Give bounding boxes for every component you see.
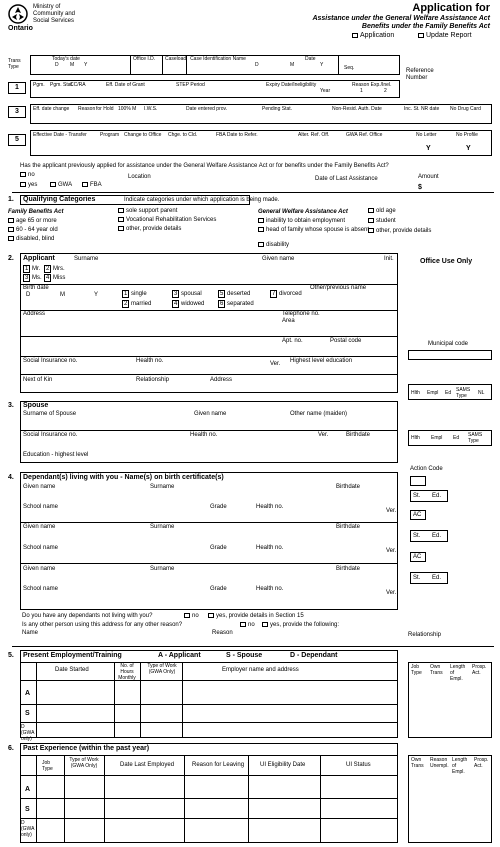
spouse-health-label: Health no. [190,432,218,438]
row3-eff-change: Eff. date change [33,106,70,112]
ed-1: Ed. [432,493,442,499]
date-label: Date [305,56,316,62]
col-hours: No. of Hours Monthly [118,663,136,681]
marital-separated[interactable] [218,301,254,308]
oc3-hlth: Hlth [411,435,420,441]
no-letter-y: Y [426,145,431,152]
row1-ccra: CC/RA [70,82,86,88]
oc5-own: Own Trans [430,664,443,676]
cat-sole-checkbox[interactable] [118,208,124,213]
marital-spousal[interactable] [172,291,202,298]
row3-nodrug: No Drug Card [450,106,481,112]
area-label: Area [282,318,295,324]
marital-divorced-label: divorced [279,291,302,297]
application-option-label: Application [360,32,395,39]
legend-dependant: D - Dependant [290,652,338,659]
oc3-sams: SAMS Type [468,432,483,444]
marital-married[interactable] [122,301,151,308]
title-miss-label: Miss [53,275,66,281]
dep3-birth-label: Birthdate [336,566,361,572]
dep2-grade-label: Grade [210,545,227,551]
marital-married-num: 2 [124,301,128,307]
cat-student[interactable] [368,218,396,225]
section-2-title: Applicant [23,255,55,262]
cat-age65-checkbox[interactable] [8,218,14,223]
prev-yes[interactable] [20,182,37,189]
section-4-title: Dependant(s) living with you - Name(s) on birth certificate(s) [23,474,224,481]
row3-reason: Reason [78,106,96,112]
row5-no-profile: No Profile [456,132,478,138]
dep3-grade-label: Grade [210,586,227,592]
dep-q-yes-label: yes, provide details in Section 15 [216,613,304,620]
postal-label: Postal code [330,338,362,344]
dep1-school-label: School name [23,504,59,510]
cat-other-gwa-label: other, provide details [376,228,432,235]
cat-disabled-label: disabled, blind [16,236,55,243]
dmy-m: M [70,62,75,68]
oc6-length: Length of Empl. [452,757,468,775]
dep2-ver-label: Ver. [386,548,397,554]
other-names-label: Other/previous name [310,285,367,291]
row5-gwa-ref: GWA Ref. Office [346,132,383,138]
row-a: A [25,690,31,697]
spouse-education-label: Education - highest level [23,452,89,458]
col-ui-status: UI Status [346,762,371,768]
row3-incst: Inc. St. NR date [404,106,440,112]
other-q-yes-checkbox[interactable] [262,622,268,627]
section-4-number: 4. [8,474,14,481]
col-date-last: Date Last Employed [120,762,175,768]
marital-single-num: 1 [124,291,128,297]
spouse-surname-label: Surname of Spouse [23,411,77,417]
trans-type-1: 1 [8,82,26,94]
education-label: Highest level education [290,358,353,364]
amount-dollar: $ [418,184,422,191]
case-id-label: Case Identification Name [190,56,246,62]
row5-change-office: Change to Office [124,132,162,138]
dep-q-no[interactable] [184,613,199,620]
dep1-ver-label: Ver. [386,508,397,514]
office-use-only: Office Use Only [420,258,473,265]
dependants-question: Do you have any dependants not living with you? [22,613,153,619]
ed-2: Ed. [432,533,442,539]
cat-vocational[interactable] [118,217,216,224]
dep3-school-label: School name [23,586,59,592]
apt-label: Apt. no. [282,338,303,344]
oc2-empl: Empl [427,390,439,396]
prev-yes-label: yes [28,182,38,189]
date-m: M [290,62,295,68]
section-3-title: Spouse [23,402,49,409]
st-1: St. [413,493,421,499]
section-6-number: 6. [8,745,14,752]
dep-q-no-label: no [192,613,199,620]
marital-separated-label: separated [227,301,254,307]
title-ms-label: Ms. [32,275,42,281]
surname-label: Surname [74,256,99,262]
row1-reason: Reason Exp./Inel. [352,82,392,88]
row6-s: S [25,806,30,813]
row3-nonresid: Non-Resid. Auth. Date [332,106,382,112]
update-option[interactable] [418,32,472,40]
row-d: D (GWA only) [21,724,35,742]
cat-vocational-label: Vocational Rehabilitation Services [126,217,217,224]
title-mrs[interactable] [44,266,65,273]
row5-transfer: Effective Date - Transfer [33,132,87,138]
municipal-code-label: Municipal code [428,341,469,347]
row5-fba-date: FBA Date to Refer. [216,132,258,138]
cat-oldage[interactable] [368,208,396,215]
marital-divorced[interactable] [270,291,302,298]
amount-label: Amount [418,174,439,180]
title-mrs-num: 2 [46,266,50,272]
marital-married-label: married [131,301,152,307]
marital-single[interactable] [122,291,147,298]
form-title: Application for [412,2,490,14]
dep1-birth-label: Birthdate [336,484,361,490]
dep2-school-label: School name [23,545,59,551]
action-box-1 [410,476,426,486]
row1-pgm: Pgm. [33,82,45,88]
dep1-grade-label: Grade [210,504,227,510]
name-label: Name [22,630,39,636]
marital-widowed-num: 4 [174,301,178,307]
row3-iws: I.W.S. [144,106,158,112]
dep1-surname-label: Surname [150,484,175,490]
relationship-label: Relationship [136,377,170,383]
birth-d-label: D [26,292,31,298]
dep3-health-label: Health no. [256,586,284,592]
marital-separated-num: 6 [220,301,224,307]
ed-3: Ed. [432,575,442,581]
ministry-line-3: Social Services [33,18,75,24]
section-5-title: Present Employment/Training [23,652,122,659]
case-id-d: D [255,62,259,68]
spouse-given-label: Given name [194,411,227,417]
cat-disabled-checkbox[interactable] [8,236,14,241]
cat-head-label: head of family whose spouse is absent [266,227,370,234]
birth-m-label: M [60,292,65,298]
cat-sole[interactable] [118,208,177,215]
ontario-label: Ontario [8,25,33,32]
cat-disability[interactable] [258,242,289,249]
col-job-type: Job Type [42,760,53,772]
prev-fba-checkbox[interactable] [82,182,88,187]
reference-number-label: Reference Number [406,68,434,81]
caseload-label: Caseload [165,56,187,62]
cat-disability-checkbox[interactable] [258,242,264,247]
col-date-started: Date Started [55,667,89,673]
spouse-birth-label: Birthdate [346,432,371,438]
cat-student-label: student [376,218,396,225]
row5-chge-cld: Chge. to Cld. [168,132,198,138]
prev-no-checkbox[interactable] [20,172,26,177]
prev-yes-checkbox[interactable] [20,182,26,187]
legend-spouse: S - Spouse [226,652,263,659]
title-mr-num: 1 [25,266,29,272]
dep-q-yes[interactable] [208,613,304,620]
title-miss-num: 4 [46,275,50,281]
title-miss[interactable] [44,275,65,282]
col-employer: Employer name and address [222,667,299,673]
other-q-yes[interactable] [262,622,339,629]
col-type-work-6: Type of Work (GWA Only) [69,757,99,769]
st-2: St. [413,533,421,539]
row1-year: Year [320,88,331,94]
ver-label: Ver. [270,361,281,367]
dep1-health-label: Health no. [256,504,284,510]
date-y: Y [320,62,324,68]
oc3-ed: Ed [453,435,460,441]
row3-entered: Date entered prov. [186,106,228,112]
trans-type-3: 3 [8,106,26,118]
spouse-sin-label: Social Insurance no. [23,432,78,438]
marital-widowed[interactable] [172,301,204,308]
section-5-number: 5. [8,652,14,659]
title-ms-num: 3 [25,275,29,281]
oc5-length: Length of Empl. [450,664,466,682]
title-mrs-label: Mrs. [53,266,65,272]
cat-other-gwa-checkbox[interactable] [368,228,374,233]
form-line-2: Benefits under the Family Benefits Act [361,23,490,30]
cat-inability[interactable] [258,218,345,225]
phone-label: Telephone no. [282,311,320,317]
cat-oldage-label: old age [376,208,396,215]
oc2-nl: NL [478,390,485,396]
other-q-no-label: no [248,622,255,629]
gwa-subhead: General Welfare Assistance Act [258,209,348,215]
kin-address-label: Address [210,377,233,383]
other-q-no[interactable] [240,622,255,629]
marital-widowed-label: widowed [181,301,205,307]
address-label: Address [23,311,46,317]
date-last-assistance-label: Date of Last Assistance [315,176,378,182]
row1-step: STEP Period [176,82,205,88]
office-id-label: Office I.D. [133,56,156,62]
section-1-number: 1. [8,196,14,203]
form-line-1: Assistance under the General Welfare Assistance Act [312,15,490,22]
row3-hold: for Hold [96,106,114,112]
dep-q-yes-checkbox[interactable] [208,613,214,618]
prev-fba[interactable] [82,182,102,189]
ac-3: AC [413,554,422,560]
ontario-logo-icon [8,4,28,24]
dep1-given-label: Given name [23,484,56,490]
section-2-number: 2. [8,255,14,262]
cat-oldage-checkbox[interactable] [368,208,374,213]
row6-a: A [25,786,31,793]
previous-question: Has the applicant previously applied for assistance under the General Welfare Assistance Act or for benefits under the Family Benefits Act? [20,163,389,169]
cat-6064-checkbox[interactable] [8,227,14,232]
col-ui-elig: UI Eligibility Date [260,762,306,768]
trans-type-label: Trans Type [8,58,21,70]
dmy-d: D [55,62,59,68]
birth-label: Birth date [23,285,49,291]
dependants-box [20,472,398,610]
ministry-line-1: Ministry of [33,4,61,10]
row1-expiry: Expiry Date/Ineligibility [266,82,317,88]
ministry-line-2: Community and [33,11,76,17]
update-checkbox[interactable] [418,33,424,38]
oc3-empl: Empl [431,435,443,441]
application-option[interactable] [352,32,394,40]
dep-q-no-checkbox[interactable] [184,613,190,618]
application-checkbox[interactable] [352,33,358,38]
legend-applicant: A - Applicant [158,652,201,659]
cat-other-gwa[interactable] [368,228,431,235]
cat-age65[interactable] [8,218,57,225]
st-3: St. [413,575,421,581]
action-code-label: Action Code [410,466,443,472]
init-label: Init. [384,256,394,262]
title-ms[interactable] [23,275,42,282]
employment-box [20,650,398,738]
row6-d: D (GWA only) [21,820,35,838]
marital-deserted[interactable] [218,291,250,298]
cat-sole-label: sole support parent [126,208,178,215]
given-label: Given name [262,256,295,262]
marital-deserted-num: 5 [220,291,224,297]
row-s: S [25,710,30,717]
cat-inability-checkbox[interactable] [258,218,264,223]
oc5-job: Job Type [411,664,422,676]
row3-100m: 100% M [118,106,137,112]
prev-no-label: no [28,172,35,179]
section-3-number: 3. [8,402,14,409]
cat-age65-label: age 65 or more [16,218,57,225]
cat-other-fba-checkbox[interactable] [118,226,124,231]
dep3-given-label: Given name [23,566,56,572]
col-reason: Reason for Leaving [192,762,245,768]
cat-vocational-checkbox[interactable] [118,217,124,222]
spouse-ver-label: Ver. [318,432,329,438]
marital-single-label: single [131,291,147,297]
prev-location-label: Location [128,174,151,180]
update-option-label: Update Report [426,32,472,39]
oc6-own: Own Trans [411,757,424,769]
todays-date-label: Today's date [52,56,80,62]
oc6-prosp: Prosp. Act. [474,757,489,769]
cat-6064-label: 60 - 64 year old [16,227,58,234]
fba-subhead: Family Benefits Act [8,209,64,215]
marital-deserted-label: deserted [227,291,251,297]
dep2-health-label: Health no. [256,545,284,551]
other-q-yes-label: yes, provide the following: [270,622,340,629]
row1-eff-date: Eff. Date of Grant [106,82,145,88]
prev-gwa-checkbox[interactable] [50,182,56,187]
row5-alter-ref: Alter. Ref. Off. [298,132,330,138]
birth-y-label: Y [94,292,99,298]
seq-label: Seq. [344,65,355,71]
applicant-box [20,253,398,393]
no-profile-y: Y [466,145,471,152]
dmy-y: Y [84,62,88,68]
dep3-ver-label: Ver. [386,590,397,596]
prev-no[interactable] [20,172,35,179]
section-6-title: Past Experience (within the past year) [23,745,150,752]
cat-6064[interactable] [8,227,58,234]
oc2-ed: Ed [445,390,452,396]
prev-gwa[interactable] [50,182,72,189]
row5-program: Program [100,132,120,138]
other-person-question: Is any other person using this address for any other reason? [22,622,183,628]
dep2-given-label: Given name [23,524,56,530]
trans-type-5: 5 [8,134,26,146]
title-mr-label: Mr. [32,266,41,272]
row1-r1: 1 [360,88,363,94]
oc2-hlth: Hlth [411,390,420,396]
dep2-surname-label: Surname [150,524,175,530]
row3-pending: Pending Stat. [262,106,293,112]
sin-label: Social Insurance no. [23,358,78,364]
col-type-work: Type of Work (GWA Only) [147,663,177,675]
row1-pgm-stat: Pgm. Stat. [50,82,74,88]
cat-disabled[interactable] [8,236,54,243]
ac-2: AC [413,512,422,518]
reason-label: Reason [212,630,233,636]
dep2-birth-label: Birthdate [336,524,361,530]
section-1-instruction: Indicate categories under which application is being made. [124,197,280,203]
marital-divorced-num: 7 [272,291,276,297]
cat-head-checkbox[interactable] [258,227,264,232]
cat-disability-label: disability [266,242,290,249]
cat-other-fba-label: other, provide details [126,226,182,233]
kin-label: Next of Kin [23,377,53,383]
oc2-sams: SAMS Type [456,387,471,399]
dep3-surname-label: Surname [150,566,175,572]
health-label: Health no. [136,358,164,364]
row5-no-letter: No Letter [416,132,437,138]
row1-r2: 2 [384,88,387,94]
cat-student-checkbox[interactable] [368,218,374,223]
relationship-label-2: Relationship [408,632,442,638]
oc6-reason: Reason Unempl. [430,757,449,769]
marital-spousal-label: spousal [181,291,202,297]
cat-other-fba[interactable] [118,226,181,233]
prev-gwa-label: GWA [58,182,73,189]
title-mr[interactable] [23,266,40,273]
spouse-other-label: Other name (maiden) [290,411,348,417]
other-q-no-checkbox[interactable] [240,622,246,627]
marital-spousal-num: 3 [174,291,178,297]
municipal-code-box [408,350,492,360]
section-1-title: Qualifying Categories [23,196,96,203]
oc5-prosp: Prosp. Act. [472,664,487,676]
cat-inability-label: inability to obtain employment [266,218,346,225]
prev-fba-label: FBA [90,182,102,189]
cat-head[interactable] [258,227,369,234]
